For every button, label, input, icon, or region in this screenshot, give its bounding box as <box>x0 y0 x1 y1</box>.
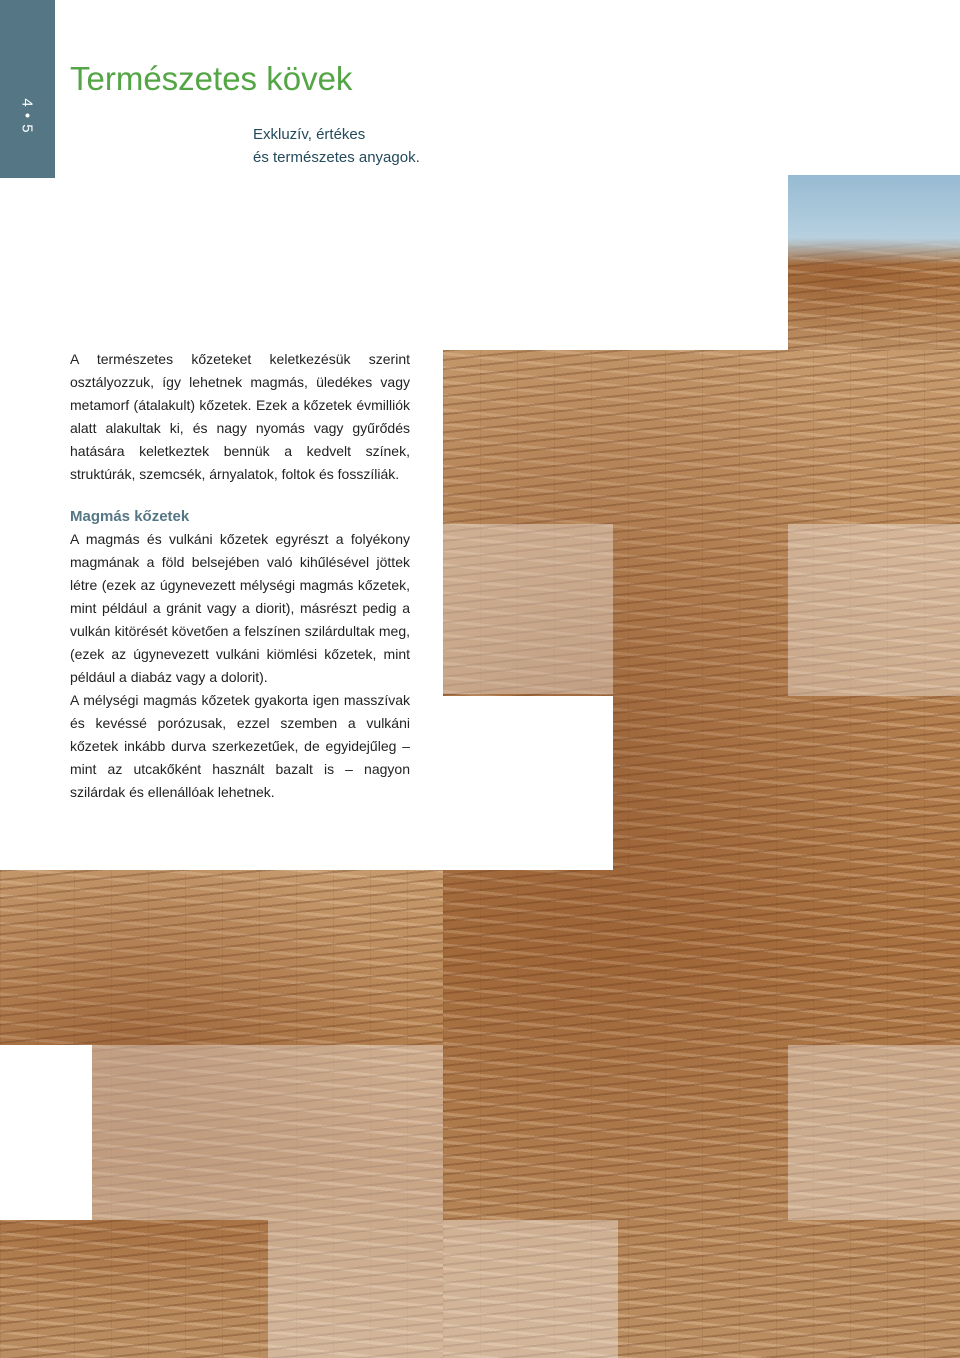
section-paragraph: A mélységi magmás kőzetek gyakorta igen masszívak és kevéssé porózusak, ezzel szemben a vulkáni kőzetek inkább durva szerkezetűek, de egyidejűleg – mint az utcakőként használt bazalt is – nagyon szilárdak és ellenállóak lehetnek. <box>70 692 410 800</box>
section-heading: Magmás kőzetek <box>70 508 190 525</box>
page-number: 4 • 5 <box>18 98 36 134</box>
section-magmas <box>70 505 410 804</box>
page-title: Természetes kövek <box>70 60 353 97</box>
subtitle <box>253 123 553 169</box>
page-tab <box>0 0 55 178</box>
subtitle-line: Exkluzív, értékes <box>253 126 366 143</box>
intro-paragraph: A természetes kőzeteket keletkezésük szerint osztályozzuk, így lehetnek magmás, üledékes vagy metamorf (átalakult) kőzetek. Ezek a kőzetek évmilliók alatt alakultak ki, és nagy nyomás vagy gyűrődés hatására keletkeztek bennük a kedvelt színek, struktúrák, szemcsék, árnyalatok, foltok és fosszíliák. <box>70 351 410 482</box>
section-paragraph: A magmás és vulkáni kőzetek egyrészt a folyékony magmának a föld belsejében való kihűlésével jöttek létre (ezek az úgynevezett mélységi magmás kőzetek, mint például a gránit vagy a diorit), másrészt pedig a vulkán kitörését követően a felszínen szilárdultak meg, (ezek az úgynevezett vulkáni kiömlési kőzetek, mint például a diabáz vagy a dolorit). <box>70 531 410 685</box>
subtitle-line: és természetes anyagok. <box>253 149 420 166</box>
sky <box>788 175 960 265</box>
